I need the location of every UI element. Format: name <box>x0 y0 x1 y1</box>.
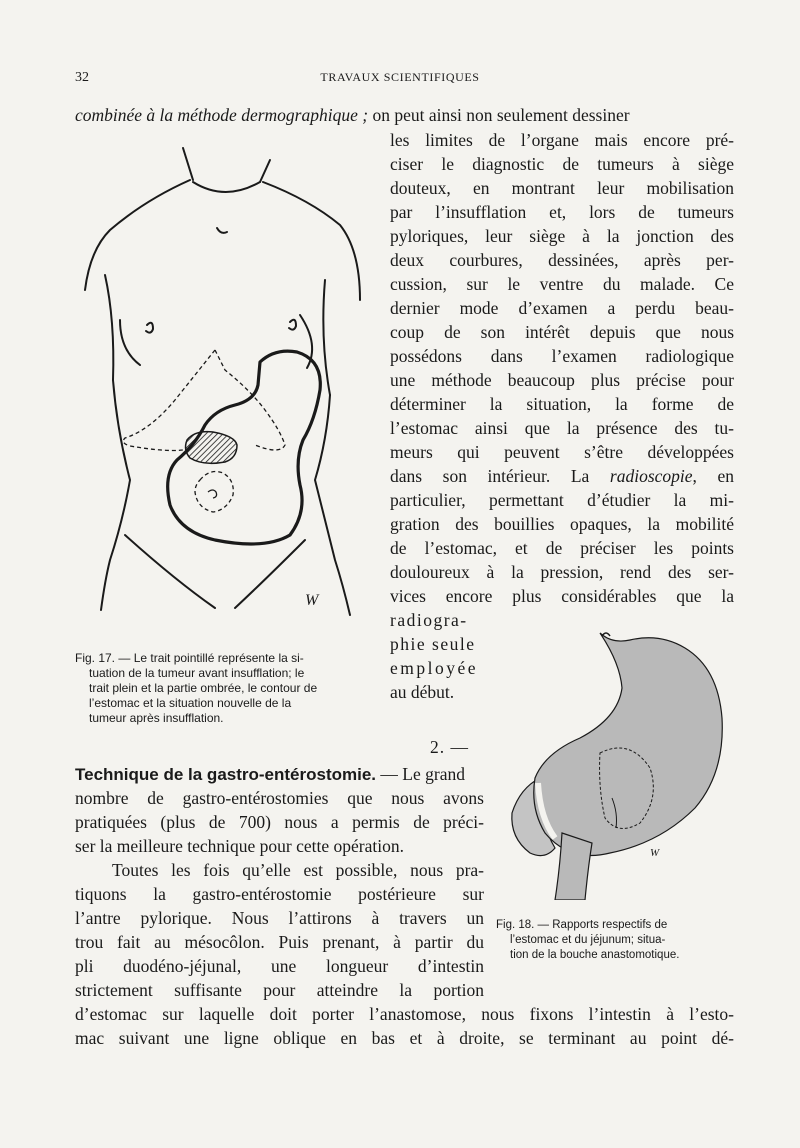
figure-18-caption <box>496 918 736 963</box>
caption-line: l’estomac et du jéjunum; situa- <box>510 934 666 946</box>
text-line: vices encore plus considérables que la <box>390 586 734 606</box>
figure-18-stomach <box>500 628 735 900</box>
text-line: strictement suffisante pour atteindre la portion <box>75 980 484 1000</box>
text-line: d’estomac sur laquelle doit porter l’anastomose, nous fixons l’intestin à l’esto- <box>75 1004 734 1024</box>
text-line: pratiquées (plus de 700) nous a permis de préci- <box>75 812 484 832</box>
chest-left <box>120 320 140 365</box>
text-line: pli duodéno-jéjunal, une longueur d’intestin <box>75 956 484 976</box>
text-line: par l’insufflation et, lors de tumeurs <box>390 202 734 222</box>
text-line: douloureux à la pression, rend des ser- <box>390 562 734 582</box>
artist-signature: W <box>305 592 319 609</box>
text-fragment: , en <box>692 466 735 486</box>
cardia-mark <box>602 633 610 636</box>
text-line: déterminer la situation, la forme de <box>390 394 734 414</box>
arm-left <box>105 275 113 380</box>
text-line: meurs qui peuvent s’être développées <box>390 442 734 462</box>
text-line: ser la meilleure technique pour cette opération. <box>75 836 404 856</box>
text-line: gration des bouillies opaques, la mobilité <box>390 514 734 534</box>
text-line: pyloriques, leur siège à la jonction des <box>390 226 734 246</box>
first-line-rest: on peut ainsi non seulement dessiner <box>372 105 630 125</box>
text-fragment: dans son intérieur. La <box>390 466 590 486</box>
dashed-tumour-old <box>195 472 233 512</box>
caption-line: Fig. 17. — Le trait pointillé représente la si- <box>75 651 304 665</box>
text-line: au début. <box>390 682 455 702</box>
hatched-tumour <box>186 432 237 464</box>
side-left <box>101 380 130 610</box>
text-line: possédons dans l’examen radiologique <box>390 346 734 366</box>
section-title: Technique de la gastro-entérostomie. <box>75 765 377 784</box>
text-line: dernier mode d’examen a perdu beau- <box>390 298 734 318</box>
text-line: particulier, permettant d’étudier la mi- <box>390 490 734 510</box>
groin-right <box>235 540 305 608</box>
umbilicus <box>208 490 217 498</box>
text-line: l’estomac ainsi que la présence des tu- <box>390 418 734 438</box>
text-line: l’antre pylorique. Nous l’attirons à travers un <box>75 908 484 928</box>
text-line: nombre de gastro-entérostomies que nous avons <box>75 788 484 808</box>
shoulder-right <box>263 182 360 300</box>
nipple-right <box>289 320 296 330</box>
italic-word: radioscopie <box>609 466 693 486</box>
text-line: deux courbures, dessinées, après per- <box>390 250 734 270</box>
text-line: Toutes les fois qu’elle est possible, nous pra- <box>112 860 484 880</box>
text-line: cussion, sur le ventre du malade. Ce <box>390 274 734 294</box>
text-line: mac suivant une ligne oblique en bas et à droite, se terminant au point dé- <box>75 1028 734 1048</box>
caption-line: tumeur après insufflation. <box>89 711 224 725</box>
italic-phrase: combinée à la méthode dermographique ; <box>75 105 369 125</box>
caption-line: tuation de la tumeur avant insufflation; le <box>89 666 305 680</box>
caption-line: l’estomac et la situation nouvelle de la <box>89 696 292 710</box>
section-title-line <box>75 762 484 787</box>
text-line: une méthode beaucoup plus précise pour <box>390 370 734 390</box>
arm-right <box>323 280 330 395</box>
text-line: trou fait au mésocôlon. Puis prenant, à partir du <box>75 932 484 952</box>
section-number: 2. — <box>430 737 469 757</box>
text-line: douteux, en montrant leur mobilisation <box>390 178 734 198</box>
nipple-left <box>146 323 153 333</box>
neck-line-right <box>260 160 270 182</box>
artist-signature: W <box>650 847 660 859</box>
groin-left <box>125 535 215 608</box>
text-line: radiogra- <box>390 610 468 630</box>
text-line: les limites de l’organe mais encore pré- <box>390 130 734 150</box>
neck-line-left <box>183 148 193 180</box>
text-line: employée <box>390 658 479 678</box>
caption-line: trait plein et la partie ombrée, le contour de <box>89 681 318 695</box>
neck-base <box>193 182 260 192</box>
jugular-notch <box>217 228 227 233</box>
caption-line: tion de la bouche anastomotique. <box>510 949 680 961</box>
text-line: phie seule <box>390 634 476 654</box>
shoulder-left <box>85 180 190 290</box>
caption-line: Fig. 18. — Rapports respectifs de <box>496 919 668 931</box>
text-line-first <box>75 103 734 127</box>
text-line: de l’estomac, et de préciser les points <box>390 538 734 558</box>
text-line: ciser le diagnostic de tumeurs à siège <box>390 154 734 174</box>
side-right <box>315 395 350 615</box>
figure-17-torso <box>75 140 385 640</box>
text-line <box>390 464 734 488</box>
page-number: 32 <box>75 70 89 85</box>
section-title-rest: — Le grand <box>376 764 465 784</box>
stomach-body <box>534 633 723 856</box>
running-title: TRAVAUX SCIENTIFIQUES <box>320 70 480 84</box>
text-line: tiquons la gastro-entérostomie postérieure sur <box>75 884 484 904</box>
figure-17-caption <box>75 651 375 726</box>
text-line: coup de son intérêt depuis que nous <box>390 322 734 342</box>
